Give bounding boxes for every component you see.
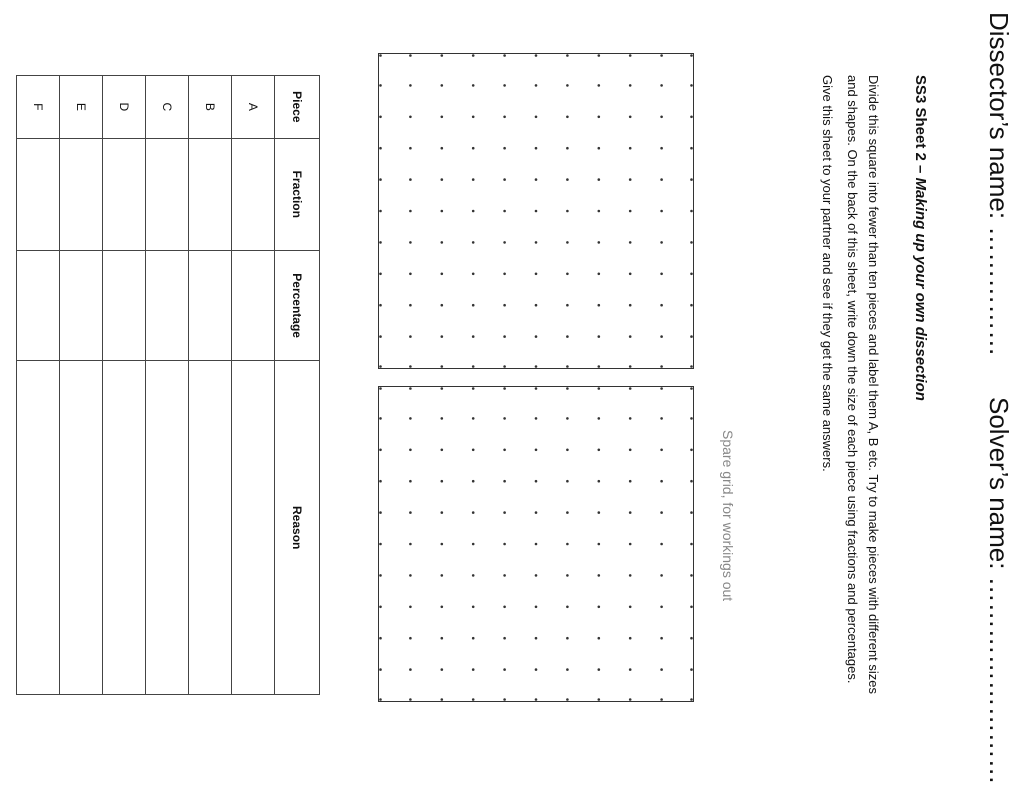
- grid-dot: [660, 574, 663, 577]
- grid-dot: [629, 54, 632, 57]
- grid-dot: [535, 210, 538, 213]
- grid-dot: [409, 668, 412, 671]
- grid-dot: [566, 365, 569, 368]
- grid-dot: [441, 637, 444, 640]
- grid-dot: [598, 116, 601, 119]
- grid-dot: [660, 480, 663, 483]
- grid-dot: [660, 417, 663, 420]
- grid-dot: [690, 241, 693, 244]
- sheet-code: SS3 Sheet 2 –: [912, 75, 929, 178]
- table-header-row: [275, 76, 320, 695]
- grid-dot: [566, 241, 569, 244]
- grid-dot: [379, 178, 382, 181]
- grid-dot: [598, 84, 601, 87]
- grid-dot: [629, 147, 632, 150]
- grid-dot: [690, 116, 693, 119]
- grid-dot: [379, 637, 382, 640]
- grid-dot: [598, 606, 601, 609]
- grid-dot: [598, 54, 601, 57]
- grid-dot: [535, 304, 538, 307]
- grid-dot: [566, 511, 569, 514]
- grid-dot: [535, 480, 538, 483]
- grid-dot: [503, 574, 506, 577]
- spare-grid-label: Spare grid, for workings out: [720, 430, 736, 602]
- grid-dot: [660, 54, 663, 57]
- grid-dot: [598, 178, 601, 181]
- grid-dot: [379, 606, 382, 609]
- grid-dot: [441, 335, 444, 338]
- grid-dot: [535, 511, 538, 514]
- piece-label: E: [60, 76, 103, 139]
- table-row: [17, 76, 60, 695]
- grid-dot: [566, 335, 569, 338]
- grid-dot: [379, 698, 382, 701]
- header-fraction: Fraction: [275, 138, 320, 250]
- table-row: [60, 76, 103, 695]
- grid-dot: [598, 668, 601, 671]
- grid-dot: [598, 698, 601, 701]
- grid-dot: [598, 511, 601, 514]
- grid-dot: [409, 543, 412, 546]
- percentage-cell[interactable]: [189, 250, 232, 360]
- grid-dot: [441, 210, 444, 213]
- grid-dot: [472, 543, 475, 546]
- grid-dot: [598, 387, 601, 390]
- grid-dot: [660, 116, 663, 119]
- grid-dot: [472, 147, 475, 150]
- grid-dot: [566, 116, 569, 119]
- grid-dot: [472, 335, 475, 338]
- grid-dot: [409, 178, 412, 181]
- grid-dot: [690, 54, 693, 57]
- grid-dot: [503, 116, 506, 119]
- grid-dot: [441, 365, 444, 368]
- grid-dot: [566, 417, 569, 420]
- grid-dot: [535, 387, 538, 390]
- grid-dot: [441, 511, 444, 514]
- grid-dot: [629, 668, 632, 671]
- reason-cell[interactable]: [189, 361, 232, 695]
- grid-dot: [660, 511, 663, 514]
- grid-dot: [379, 449, 382, 452]
- grid-dot: [441, 304, 444, 307]
- grid-dot: [472, 698, 475, 701]
- table-row: [189, 76, 232, 695]
- grid-dot: [629, 637, 632, 640]
- grid-dot: [472, 210, 475, 213]
- grid-dot: [629, 273, 632, 276]
- grid-dot: [472, 511, 475, 514]
- grid-dot: [660, 543, 663, 546]
- grid-dot: [535, 335, 538, 338]
- grid-dot: [629, 241, 632, 244]
- grid-dot: [535, 543, 538, 546]
- grid-dot: [566, 273, 569, 276]
- grid-dot: [441, 116, 444, 119]
- grid-dot: [441, 606, 444, 609]
- grid-dot: [472, 668, 475, 671]
- grid-dot: [409, 335, 412, 338]
- fraction-cell[interactable]: [232, 138, 275, 250]
- grid-dot: [690, 147, 693, 150]
- sheet-title: [912, 75, 929, 401]
- grid-dot: [566, 449, 569, 452]
- grid-dot: [660, 241, 663, 244]
- grid-dot: [690, 637, 693, 640]
- grid-dot: [690, 480, 693, 483]
- grid-dot: [535, 637, 538, 640]
- grid-dot: [690, 606, 693, 609]
- grid-dot: [690, 698, 693, 701]
- grid-dot: [535, 449, 538, 452]
- grid-dot: [379, 304, 382, 307]
- grid-dot: [629, 543, 632, 546]
- solver-name-field[interactable]: Solver’s name: ……………………: [984, 397, 1014, 785]
- grid-dot: [379, 241, 382, 244]
- grid-dot: [598, 241, 601, 244]
- percentage-cell[interactable]: [146, 250, 189, 360]
- grid-dot: [535, 147, 538, 150]
- grid-dot: [690, 365, 693, 368]
- grid-dot: [660, 606, 663, 609]
- grid-dot: [441, 449, 444, 452]
- header-piece: Piece: [275, 76, 320, 139]
- grid-dot: [503, 637, 506, 640]
- grid-dot: [409, 387, 412, 390]
- reason-cell[interactable]: [146, 361, 189, 695]
- grid-dot: [535, 606, 538, 609]
- grid-dot: [409, 365, 412, 368]
- grid-dot: [690, 511, 693, 514]
- instruction-paragraph-1: Divide this square into fewer than ten pieces and label them A, B etc. Try to make pieces with different sizes and shapes. On the back of this sheet, write down the size of each piece using fractions and percentages.: [845, 75, 881, 695]
- dissector-name-field[interactable]: Dissector’s name: ……………: [984, 12, 1014, 357]
- grid-dot: [409, 84, 412, 87]
- grid-dot: [409, 637, 412, 640]
- grid-dot: [409, 449, 412, 452]
- grid-dot: [598, 637, 601, 640]
- grid-dot: [660, 387, 663, 390]
- grid-dot: [472, 365, 475, 368]
- grid-dot: [503, 543, 506, 546]
- grid-dot: [441, 543, 444, 546]
- grid-dot: [441, 668, 444, 671]
- header-percentage: Percentage: [275, 250, 320, 360]
- grid-dot: [379, 574, 382, 577]
- grid-dot: [660, 698, 663, 701]
- table-row: [232, 76, 275, 695]
- grid-dot: [629, 698, 632, 701]
- grid-dot: [566, 543, 569, 546]
- reason-cell[interactable]: [232, 361, 275, 695]
- grid-dot: [472, 637, 475, 640]
- percentage-cell[interactable]: [60, 250, 103, 360]
- grid-dot: [629, 449, 632, 452]
- grid-dot: [629, 304, 632, 307]
- grid-dot: [472, 387, 475, 390]
- dissection-dot-grid[interactable]: [378, 53, 694, 369]
- grid-dot: [409, 54, 412, 57]
- fraction-cell[interactable]: [60, 138, 103, 250]
- grid-dot: [690, 668, 693, 671]
- grid-dot: [379, 387, 382, 390]
- grid-dot: [379, 54, 382, 57]
- fraction-cell[interactable]: [146, 138, 189, 250]
- grid-dot: [441, 574, 444, 577]
- grid-dot: [535, 178, 538, 181]
- grid-dot: [566, 304, 569, 307]
- grid-dot: [503, 241, 506, 244]
- grid-dot: [566, 178, 569, 181]
- percentage-cell[interactable]: [17, 250, 60, 360]
- grid-dot: [566, 84, 569, 87]
- grid-dot: [472, 417, 475, 420]
- grid-dot: [629, 574, 632, 577]
- grid-dot: [409, 147, 412, 150]
- grid-dot: [472, 84, 475, 87]
- grid-dot: [690, 387, 693, 390]
- grid-dot: [566, 668, 569, 671]
- grid-dot: [629, 480, 632, 483]
- grid-dot: [472, 273, 475, 276]
- grid-dot: [409, 574, 412, 577]
- grid-dot: [566, 574, 569, 577]
- grid-dot: [566, 637, 569, 640]
- grid-dot: [660, 304, 663, 307]
- grid-dot: [566, 387, 569, 390]
- reason-cell[interactable]: [17, 361, 60, 695]
- grid-dot: [660, 335, 663, 338]
- grid-dot: [379, 668, 382, 671]
- fraction-cell[interactable]: [17, 138, 60, 250]
- grid-dot: [690, 449, 693, 452]
- grid-dot: [441, 178, 444, 181]
- grid-dot: [690, 273, 693, 276]
- grid-dot: [503, 606, 506, 609]
- fraction-cell[interactable]: [189, 138, 232, 250]
- sheet-subtitle: Making up your own dissection: [912, 177, 929, 401]
- grid-dot: [660, 210, 663, 213]
- percentage-cell[interactable]: [232, 250, 275, 360]
- grid-dot: [535, 273, 538, 276]
- grid-dot: [441, 480, 444, 483]
- grid-dot: [503, 387, 506, 390]
- grid-dot: [629, 210, 632, 213]
- instructions: [813, 75, 884, 695]
- grid-dot: [441, 387, 444, 390]
- grid-dot: [441, 54, 444, 57]
- grid-dot: [379, 480, 382, 483]
- grid-dot: [629, 84, 632, 87]
- grid-dot: [690, 178, 693, 181]
- grid-dot: [566, 698, 569, 701]
- grid-dot: [535, 668, 538, 671]
- grid-dot: [441, 84, 444, 87]
- grid-dot: [472, 574, 475, 577]
- grid-dot: [690, 574, 693, 577]
- grid-dot: [472, 241, 475, 244]
- grid-dot: [598, 449, 601, 452]
- grid-dot: [535, 365, 538, 368]
- grid-dot: [379, 84, 382, 87]
- grid-dot: [690, 304, 693, 307]
- grid-dot: [379, 147, 382, 150]
- grid-dot: [598, 543, 601, 546]
- grid-dot: [503, 335, 506, 338]
- grid-dot: [379, 116, 382, 119]
- percentage-cell[interactable]: [103, 250, 146, 360]
- grid-dot: [503, 54, 506, 57]
- grid-dot: [566, 210, 569, 213]
- grid-dot: [409, 304, 412, 307]
- grid-dot: [660, 178, 663, 181]
- grid-dot: [629, 365, 632, 368]
- grid-dot: [535, 116, 538, 119]
- grid-dot: [379, 335, 382, 338]
- dot-grid-svg: [379, 54, 693, 368]
- grid-dot: [566, 54, 569, 57]
- grid-dot: [441, 698, 444, 701]
- grid-dot: [379, 210, 382, 213]
- grid-dot: [629, 511, 632, 514]
- grid-dot: [409, 241, 412, 244]
- grid-dot: [379, 365, 382, 368]
- grid-dot: [409, 273, 412, 276]
- grid-dot: [660, 147, 663, 150]
- grid-dot: [535, 417, 538, 420]
- grid-dot: [690, 417, 693, 420]
- grid-dot: [629, 335, 632, 338]
- grid-dot: [629, 606, 632, 609]
- grid-dot: [535, 54, 538, 57]
- grid-dot: [690, 210, 693, 213]
- grid-dot: [503, 84, 506, 87]
- grid-dot: [690, 84, 693, 87]
- piece-label: C: [146, 76, 189, 139]
- grid-dot: [598, 480, 601, 483]
- grid-dot: [629, 417, 632, 420]
- grid-dot: [660, 365, 663, 368]
- grid-dot: [598, 210, 601, 213]
- grid-dot: [690, 543, 693, 546]
- grid-dot: [503, 304, 506, 307]
- grid-dot: [598, 335, 601, 338]
- grid-dot: [660, 449, 663, 452]
- grid-dot: [629, 387, 632, 390]
- grid-dot: [472, 449, 475, 452]
- grid-dot: [503, 365, 506, 368]
- grid-dot: [472, 178, 475, 181]
- grid-dot: [409, 606, 412, 609]
- piece-label: F: [17, 76, 60, 139]
- grid-dot: [472, 116, 475, 119]
- grid-dot: [535, 698, 538, 701]
- grid-dot: [535, 241, 538, 244]
- piece-label: B: [189, 76, 232, 139]
- piece-label: D: [103, 76, 146, 139]
- grid-dot: [472, 54, 475, 57]
- grid-dot: [472, 606, 475, 609]
- dissection-table: [16, 75, 320, 695]
- grid-dot: [503, 480, 506, 483]
- dot-grid-svg: [379, 387, 693, 701]
- grid-dot: [566, 606, 569, 609]
- grid-dot: [503, 511, 506, 514]
- grid-dot: [409, 698, 412, 701]
- grid-dot: [598, 273, 601, 276]
- grid-dot: [409, 417, 412, 420]
- piece-label: A: [232, 76, 275, 139]
- grid-dot: [441, 273, 444, 276]
- grid-dot: [566, 480, 569, 483]
- grid-dot: [566, 147, 569, 150]
- grid-dot: [379, 543, 382, 546]
- fraction-cell[interactable]: [103, 138, 146, 250]
- grid-dot: [535, 84, 538, 87]
- grid-dot: [660, 637, 663, 640]
- grid-dot: [503, 698, 506, 701]
- reason-cell[interactable]: [60, 361, 103, 695]
- grid-dot: [409, 480, 412, 483]
- grid-dot: [503, 668, 506, 671]
- grid-dot: [503, 273, 506, 276]
- grid-dot: [503, 417, 506, 420]
- grid-dot: [441, 147, 444, 150]
- grid-dot: [379, 417, 382, 420]
- header-reason: Reason: [275, 361, 320, 695]
- grid-dot: [409, 116, 412, 119]
- grid-dot: [535, 574, 538, 577]
- grid-dot: [690, 335, 693, 338]
- grid-dot: [660, 668, 663, 671]
- grid-dot: [379, 273, 382, 276]
- grid-dot: [598, 147, 601, 150]
- grid-dot: [441, 417, 444, 420]
- grid-dot: [629, 178, 632, 181]
- grid-dot: [660, 84, 663, 87]
- grid-dot: [660, 273, 663, 276]
- grid-dot: [503, 178, 506, 181]
- grid-dot: [598, 417, 601, 420]
- grid-dot: [598, 574, 601, 577]
- grid-dot: [409, 210, 412, 213]
- reason-cell[interactable]: [103, 361, 146, 695]
- grid-dot: [472, 304, 475, 307]
- grid-dot: [472, 480, 475, 483]
- grid-dot: [503, 147, 506, 150]
- table-row: [146, 76, 189, 695]
- grid-dot: [409, 511, 412, 514]
- grid-dot: [503, 449, 506, 452]
- grid-dot: [598, 365, 601, 368]
- spare-dot-grid[interactable]: [378, 386, 694, 702]
- grid-dot: [379, 511, 382, 514]
- instruction-paragraph-2: Give this sheet to your partner and see if they get the same answers.: [820, 75, 835, 472]
- grid-dot: [441, 241, 444, 244]
- grid-dot: [503, 210, 506, 213]
- grid-dot: [598, 304, 601, 307]
- grid-dot: [629, 116, 632, 119]
- table-row: [103, 76, 146, 695]
